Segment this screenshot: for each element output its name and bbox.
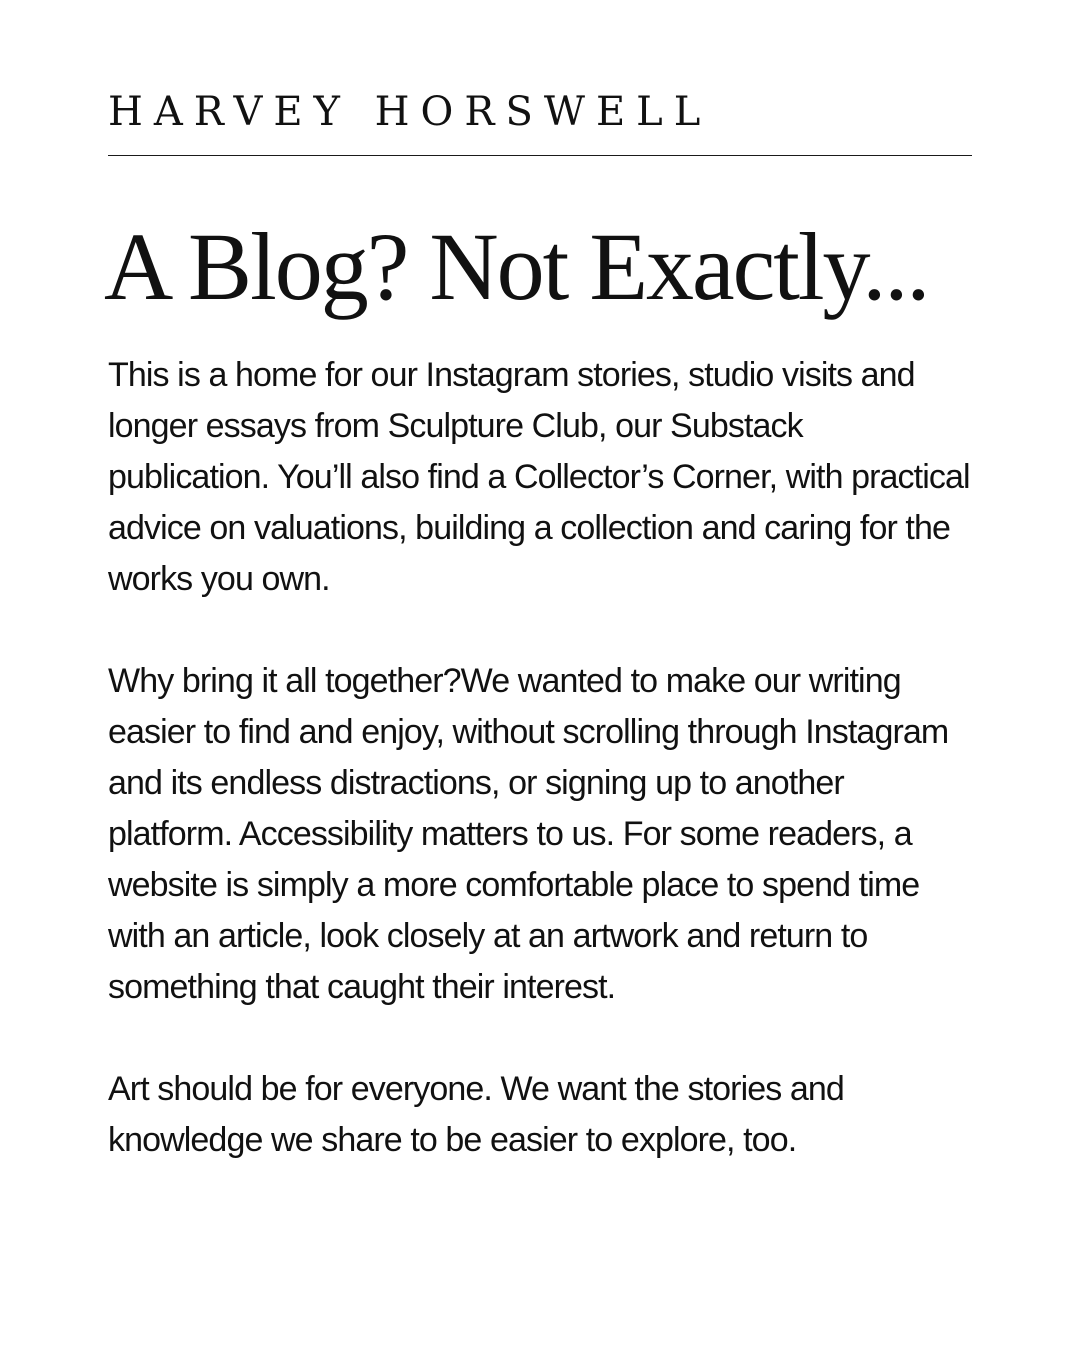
paragraph-intro: This is a home for our Instagram stories, studio visits and longer essays from Sculpture Club, our Substack publication. You’ll also find a Collector’s Corner, with practical advice on valuations, building a collection and caring for the works you own.: [108, 356, 970, 598]
header-divider: [108, 155, 972, 156]
paragraph-why: Why bring it all together?We wanted to make our writing easier to find and enjoy, without scrolling through Instagram and its endless distractions, or signing up to another platform. Accessibility matters to us. For some readers, a website is simply a more comfortable place to spend time with an article, look closely at an artwork and return to something that caught their interest.: [108, 662, 949, 1006]
article-body: [108, 350, 972, 1217]
brand-wordmark: HARVEY HORSWELL: [108, 89, 712, 135]
page-title: A Blog? Not Exactly...: [104, 213, 929, 320]
paragraph-closing: Art should be for everyone. We want the stories and knowledge we share to be easier to explore, too.: [108, 1070, 844, 1159]
